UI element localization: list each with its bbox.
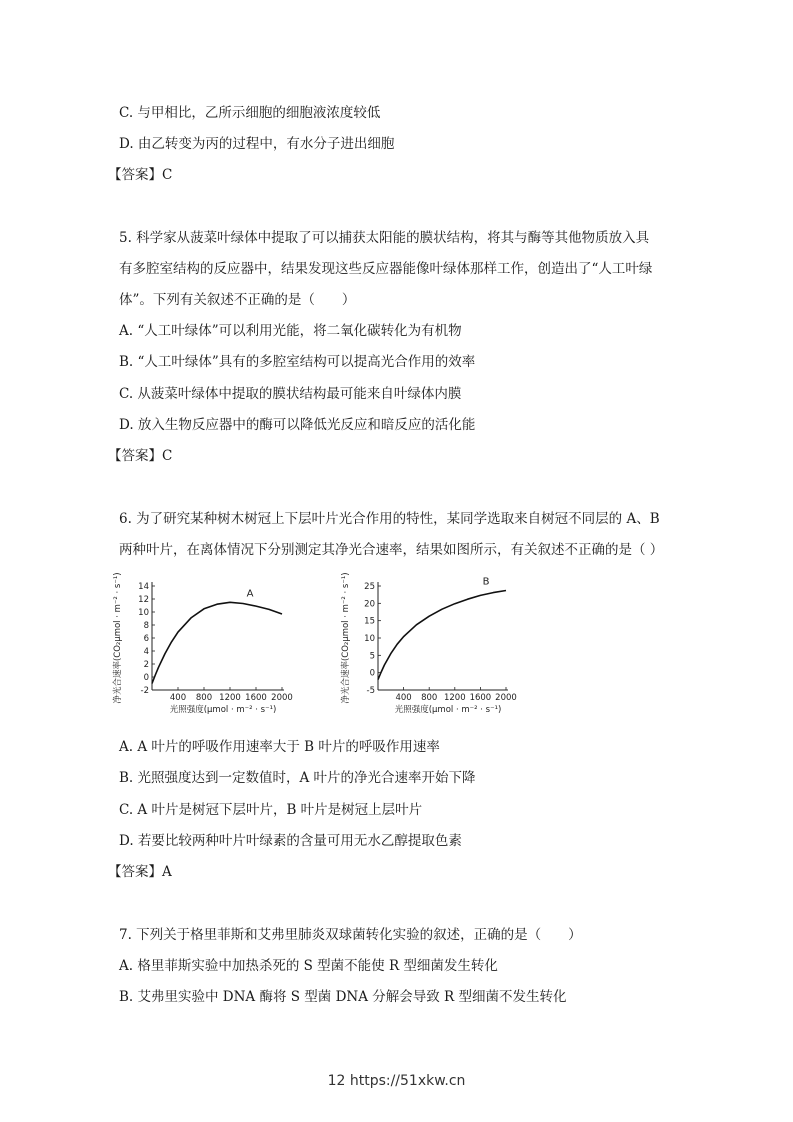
x-tick-label: 1600 xyxy=(469,693,492,703)
series-line-B xyxy=(378,591,506,680)
q6-stem-line2: 两种叶片，在离体情况下分别测定其净光合速率，结果如图所示，有关叙述不正确的是（ ） xyxy=(119,542,664,558)
q5-stem-line3: 体”。下列有关叙述不正确的是（ ） xyxy=(119,292,356,308)
x-tick-label: 1200 xyxy=(443,693,466,703)
page-footer: 12 https://51xkw.cn xyxy=(327,1073,466,1089)
y-tick-label: 0 xyxy=(143,673,149,683)
x-tick-label: 2000 xyxy=(271,693,293,703)
y-tick-label: 20 xyxy=(364,599,375,610)
y-tick-label: 10 xyxy=(138,608,149,618)
q5-option-a: A. “人工叶绿体”可以利用光能，将二氧化碳转化为有机物 xyxy=(119,323,462,339)
q6-answer: 【答案】A xyxy=(108,864,172,880)
series-line-A xyxy=(152,602,282,683)
q5-stem-line1: 5. 科学家从菠菜叶绿体中提取了可以捕获太阳能的膜状结构，将其与酶等其他物质放入具 xyxy=(119,230,650,246)
q5-option-c: C. 从菠菜叶绿体中提取的膜状结构最可能来自叶绿体内膜 xyxy=(119,386,462,402)
x-tick-label: 400 xyxy=(169,693,187,703)
y-tick-label: 0 xyxy=(369,668,375,679)
q7-option-b: B. 艾弗里实验中 DNA 酶将 S 型菌 DNA 分解会导致 R 型细菌不发生转化 xyxy=(119,989,567,1005)
y-tick-label: 15 xyxy=(364,616,375,627)
q4-answer: 【答案】C xyxy=(108,167,173,183)
q7-stem: 7. 下列关于格里菲斯和艾弗里肺炎双球菌转化实验的叙述，正确的是（ ） xyxy=(119,927,582,943)
q6-option-b: B. 光照强度达到一定数值时，A 叶片的净光合速率开始下降 xyxy=(119,770,476,786)
y-tick-label: 25 xyxy=(364,582,375,592)
q6-option-d: D. 若要比较两种叶片叶绿素的含量可用无水乙醇提取色素 xyxy=(119,833,462,849)
y-tick-label: -5 xyxy=(366,686,375,696)
x-tick-label: 2000 xyxy=(495,693,517,703)
q4-option-c: C. 与甲相比，乙所示细胞的细胞液浓度较低 xyxy=(119,105,381,121)
q6-stem-line1: 6. 为了研究某种树木树冠上下层叶片光合作用的特性，某同学选取来自树冠不同层的 A、B xyxy=(119,511,660,527)
y-tick-label: 4 xyxy=(143,647,149,657)
y-tick-label: 12 xyxy=(138,595,149,605)
q6-option-c: C. A 叶片是树冠下层叶片，B 叶片是树冠上层叶片 xyxy=(119,802,423,818)
y-tick-label: 14 xyxy=(138,582,149,592)
y-tick-label: 5 xyxy=(369,651,375,662)
net-photosynthesis-chart-b xyxy=(340,572,520,720)
series-label-A: A xyxy=(246,588,254,600)
y-tick-label: 6 xyxy=(143,634,149,644)
y-axis-label: 净光合速率(CO₂μmol · m⁻² · s⁻¹) xyxy=(113,572,123,704)
net-photosynthesis-chart-a xyxy=(112,572,302,720)
x-axis-label: 光照强度(μmol · m⁻² · s⁻¹) xyxy=(394,705,502,715)
q5-answer: 【答案】C xyxy=(108,448,173,464)
y-axis-label: 净光合速率(CO₂μmol · m⁻² · s⁻¹) xyxy=(341,572,351,704)
q5-option-b: B. “人工叶绿体”具有的多腔室结构可以提高光合作用的效率 xyxy=(119,354,476,370)
x-tick-label: 800 xyxy=(195,693,213,703)
y-tick-label: 8 xyxy=(143,621,149,631)
series-label-B: B xyxy=(482,576,490,588)
y-tick-label: 2 xyxy=(143,660,149,670)
y-tick-label: -2 xyxy=(140,686,149,696)
q5-option-d: D. 放入生物反应器中的酶可以降低光反应和暗反应的活化能 xyxy=(119,417,476,433)
x-tick-label: 800 xyxy=(421,693,438,703)
x-tick-label: 1600 xyxy=(245,693,267,703)
y-tick-label: 10 xyxy=(364,634,375,644)
x-tick-label: 1200 xyxy=(219,693,241,703)
x-tick-label: 400 xyxy=(395,693,412,703)
q6-option-a: A. A 叶片的呼吸作用速率大于 B 叶片的呼吸作用速率 xyxy=(119,739,440,755)
q4-option-d: D. 由乙转变为丙的过程中，有水分子进出细胞 xyxy=(119,136,395,152)
q5-stem-line2: 有多腔室结构的反应器中，结果发现这些反应器能像叶绿体那样工作，创造出了“人工叶绿 xyxy=(119,261,653,277)
q7-option-a: A. 格里菲斯实验中加热杀死的 S 型菌不能使 R 型细菌发生转化 xyxy=(119,958,498,974)
x-axis-label: 光照强度(μmol · m⁻² · s⁻¹) xyxy=(169,705,277,715)
